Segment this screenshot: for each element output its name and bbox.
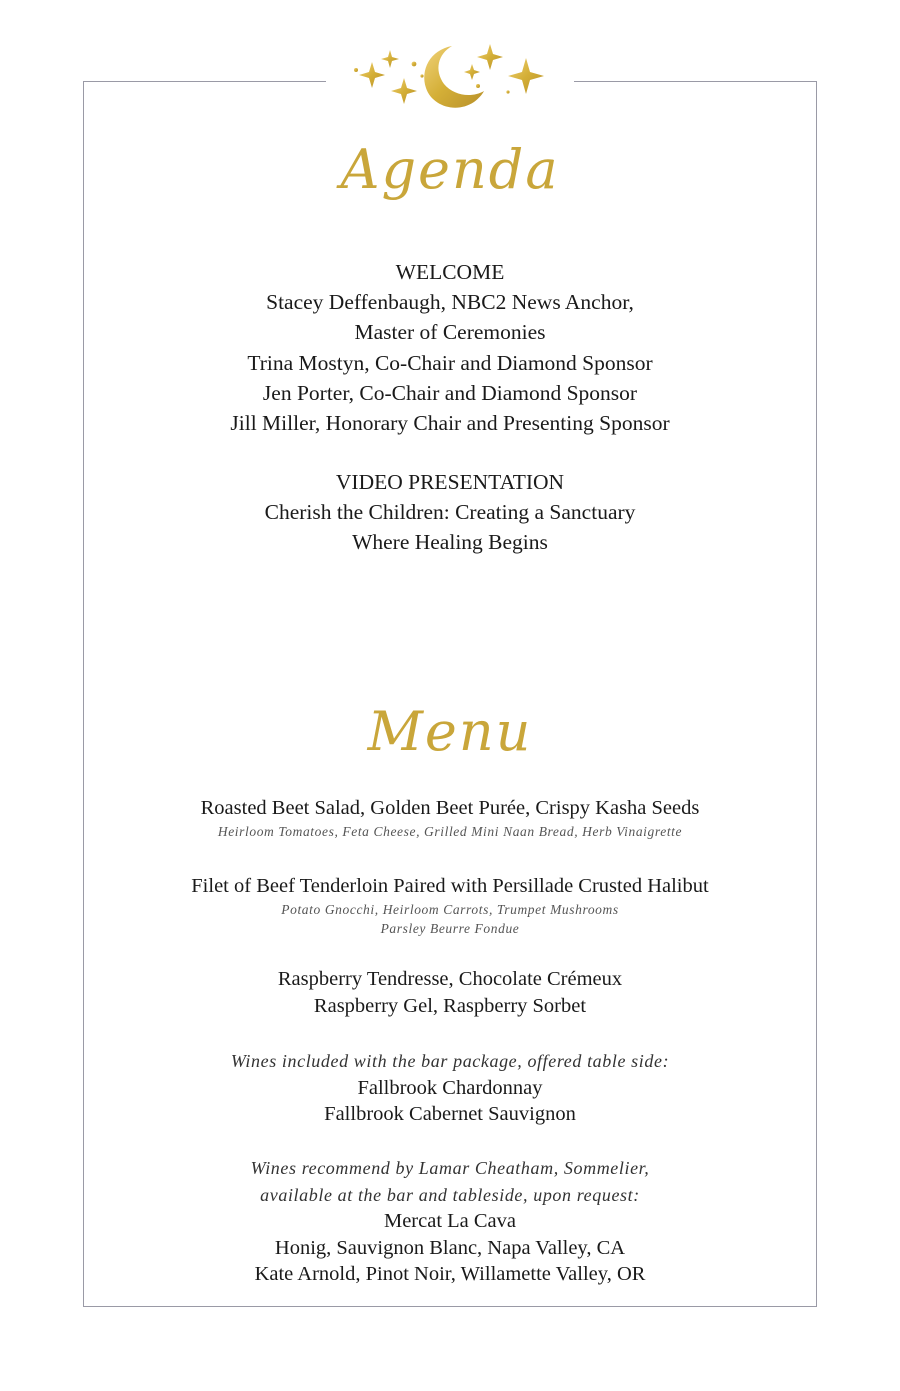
course-description: Parsley Beurre Fondue [380,920,520,936]
star-icon [391,78,417,104]
course-description: Heirloom Tomatoes, Feta Cheese, Grilled Mini Naan Bread, Herb Vinaigrette [217,823,683,839]
course-description: Potato Gnocchi, Heirloom Carrots, Trumpet Mushrooms [281,901,619,917]
course-name: Raspberry Tendresse, Chocolate Crémeux [277,968,623,990]
sparkle-icon [476,84,480,88]
moon-and-stars-icon [348,40,552,116]
menu-course-3 [0,966,900,1019]
wine-item: Mercat La Cava [383,1210,517,1232]
star-icon [359,62,385,88]
wines-recommended-intro: available at the bar and tableside, upon request: [260,1184,640,1205]
wine-item: Kate Arnold, Pinot Noir, Willamette Valley, OR [254,1263,646,1285]
wines-included-section [0,1048,900,1128]
wines-recommended-section [0,1155,900,1288]
wine-item: Fallbrook Cabernet Sauvignon [324,1103,576,1125]
sparkle-icon [412,62,417,67]
agenda-line: Jill Miller, Honorary Chair and Presenting Sponsor [230,411,670,436]
agenda-line: Master of Ceremonies [354,320,546,345]
wine-item: Honig, Sauvignon Blanc, Napa Valley, CA [274,1236,626,1259]
agenda-line: Where Healing Begins [352,530,548,555]
agenda-video-section [0,467,900,558]
crescent-moon-icon [424,46,484,108]
sparkle-icon [506,90,509,93]
agenda-line: Trina Mostyn, Co-Chair and Diamond Sponsor [247,350,653,375]
agenda-line: Stacey Deffenbaugh, NBC2 News Anchor, [266,290,634,315]
course-name: Filet of Beef Tenderloin Paired with Persillade Crusted Halibut [191,875,709,897]
agenda-title: Agenda [340,138,560,201]
menu-course-1 [0,795,900,841]
wines-included-intro: Wines included with the bar package, offered table side: [230,1051,670,1071]
welcome-heading: WELCOME [395,260,505,284]
course-name: Roasted Beet Salad, Golden Beet Purée, Crispy Kasha Seeds [200,797,700,819]
star-icon [464,64,480,80]
wine-item: Fallbrook Chardonnay [357,1076,543,1099]
star-icon [508,58,544,94]
menu-title: Menu [367,700,533,763]
sparkle-icon [420,74,423,77]
menu-course-2 [0,873,900,938]
agenda-welcome-section [0,257,900,438]
agenda-line: Cherish the Children: Creating a Sanctuary [264,500,636,525]
star-icon [477,44,503,70]
star-icon [381,50,399,68]
wines-recommended-intro: Wines recommend by Lamar Cheatham, Sommelier, [250,1158,650,1178]
sparkle-icon [354,68,358,72]
agenda-line: Jen Porter, Co-Chair and Diamond Sponsor [262,380,638,405]
video-heading: VIDEO PRESENTATION [335,470,565,494]
course-name: Raspberry Gel, Raspberry Sorbet [313,994,587,1017]
